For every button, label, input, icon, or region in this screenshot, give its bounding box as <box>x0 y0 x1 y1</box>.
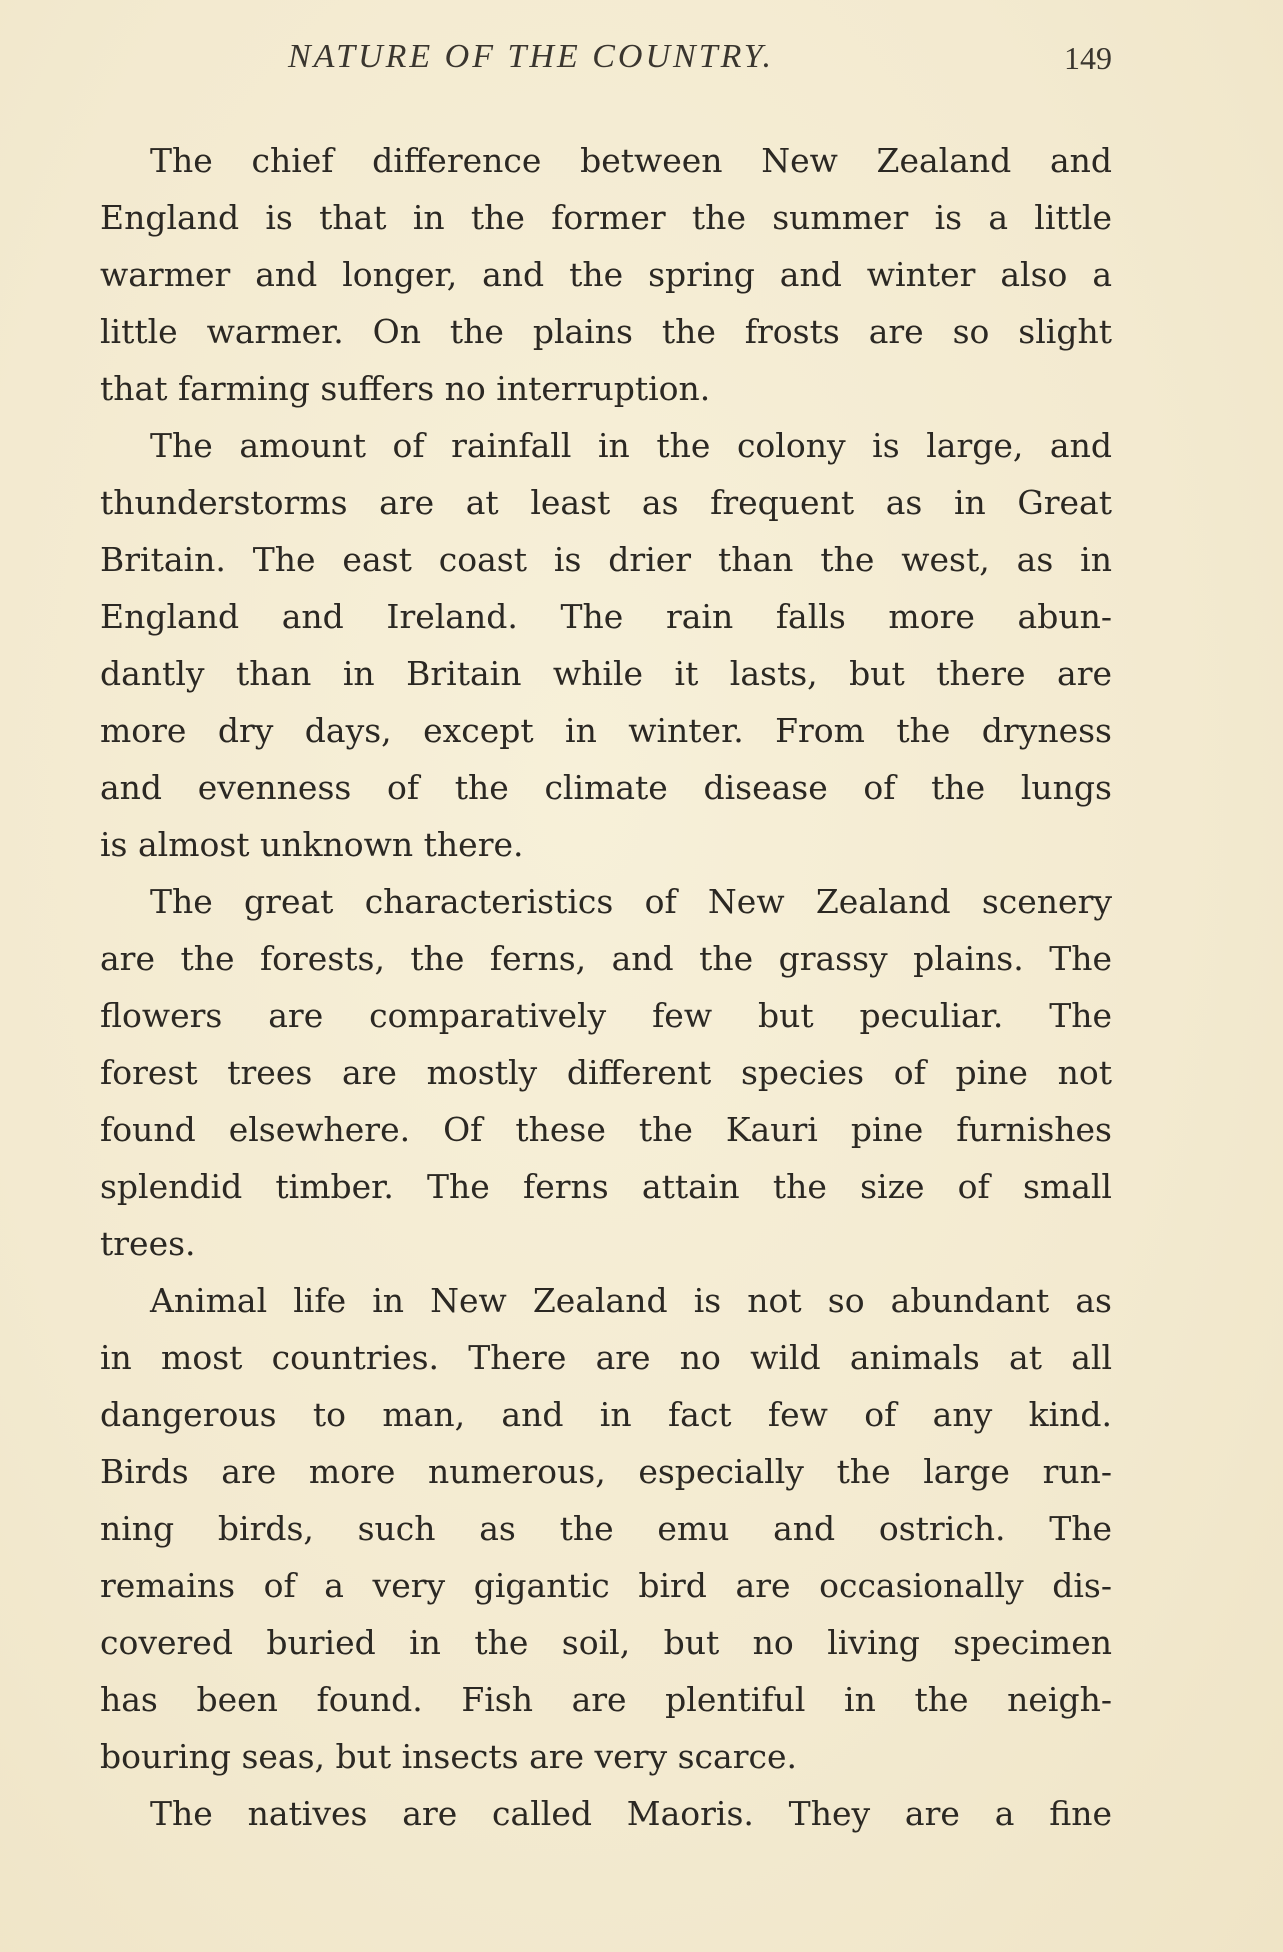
page-number: 149 <box>1064 40 1112 76</box>
text-line: found elsewhere. Of these the Kauri pine furnishes <box>100 1110 1112 1149</box>
body-text <box>100 132 1112 1842</box>
text-line: dangerous to man, and in fact few of any kind. <box>100 1395 1112 1434</box>
text-line: The amount of rainfall in the colony is large, and <box>150 426 1112 465</box>
text-line: that farming suffers no interruption. <box>100 369 711 408</box>
text-line: England is that in the former the summer is a little <box>100 198 1112 237</box>
text-line: Birds are more numerous, especially the large run- <box>100 1452 1112 1491</box>
text-line: flowers are comparatively few but peculiar. The <box>100 996 1112 1035</box>
text-line: forest trees are mostly different species of pine not <box>100 1053 1112 1092</box>
text-line: bouring seas, but insects are very scarce. <box>100 1737 797 1776</box>
running-head <box>100 38 1112 88</box>
text-line: little warmer. On the plains the frosts are so slight <box>100 312 1112 351</box>
text-line: The chief difference between New Zealand and <box>150 141 1112 180</box>
text-line: warmer and longer, and the spring and winter also a <box>100 255 1112 294</box>
text-line: remains of a very gigantic bird are occasionally dis- <box>100 1566 1112 1605</box>
text-line: are the forests, the ferns, and the grassy plains. The <box>100 939 1112 978</box>
text-line: splendid timber. The ferns attain the size of small <box>100 1167 1112 1206</box>
text-line: more dry days, except in winter. From the dryness <box>100 711 1112 750</box>
text-line: dantly than in Britain while it lasts, but there are <box>100 654 1112 693</box>
text-line: Animal life in New Zealand is not so abundant as <box>150 1281 1112 1320</box>
text-line: The great characteristics of New Zealand scenery <box>150 882 1112 921</box>
text-line: thunderstorms are at least as frequent as in Great <box>100 483 1112 522</box>
running-title: NATURE OF THE COUNTRY. <box>288 38 775 75</box>
text-line: has been found. Fish are plentiful in the neigh- <box>100 1680 1112 1719</box>
text-line: trees. <box>100 1224 196 1263</box>
text-line: in most countries. There are no wild animals at all <box>100 1338 1112 1377</box>
text-line: and evenness of the climate disease of the lungs <box>100 768 1112 807</box>
text-line: England and Ireland. The rain falls more abun- <box>100 597 1112 636</box>
text-line: The natives are called Maoris. They are a fine <box>150 1794 1112 1833</box>
text-line: Britain. The east coast is drier than the west, as in <box>100 540 1112 579</box>
text-line: covered buried in the soil, but no living specimen <box>100 1623 1112 1662</box>
text-line: is almost unknown there. <box>100 825 524 864</box>
text-line: ning birds, such as the emu and ostrich. The <box>100 1509 1112 1548</box>
